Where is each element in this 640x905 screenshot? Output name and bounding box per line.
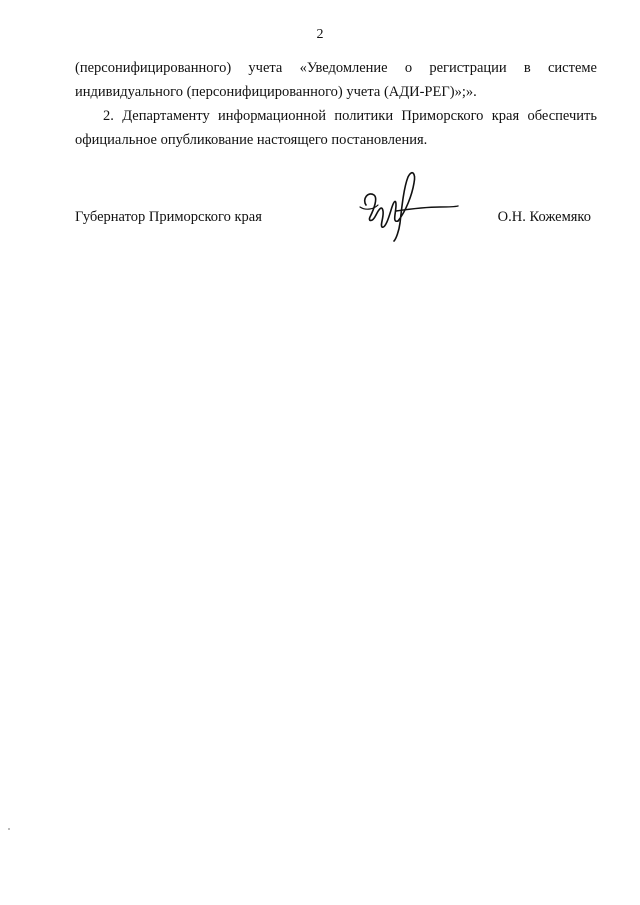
paragraph-line: официальное опубликование настоящего постановления. <box>75 132 428 148</box>
scan-speck <box>8 828 10 830</box>
paragraph-line: (персонифицированного) учета «Уведомление о регистрации в системе <box>75 60 597 76</box>
paragraph-line: 2. Департаменту информационной политики Приморского края обеспечить <box>103 108 597 124</box>
signature-block <box>75 205 597 229</box>
paragraph-line: индивидуального (персонифицированного) учета (АДИ-РЕГ)»;». <box>75 84 477 100</box>
signatory-title: Губернатор Приморского края <box>75 209 262 225</box>
signatory-name: О.Н. Кожемяко <box>497 209 591 225</box>
handwritten-signature-icon <box>352 165 462 245</box>
paragraph-item-2 <box>75 104 597 152</box>
paragraph-continuation <box>75 56 597 104</box>
page-number: 2 <box>316 27 324 42</box>
